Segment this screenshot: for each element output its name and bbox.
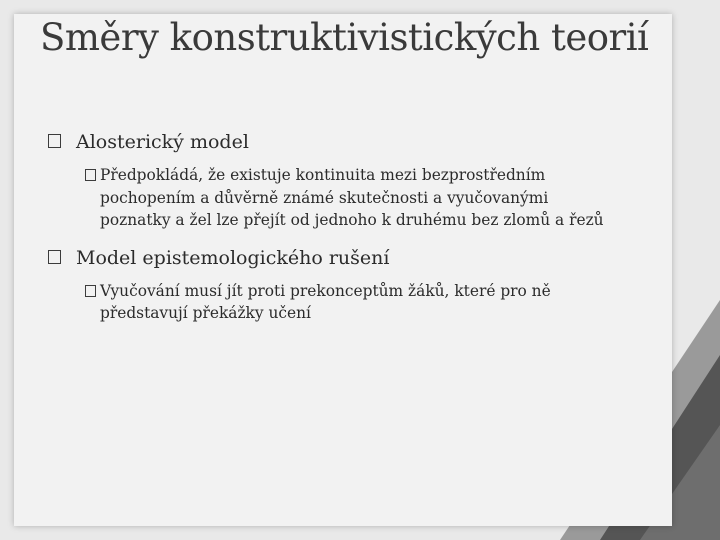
- sub-bullet-list: [48, 280, 618, 325]
- sub-bullet-text: Vyučování musí jít proti prekonceptům žáků, které pro ně představují překážky učení: [100, 281, 551, 322]
- bullet-text: Model epistemologického rušení: [76, 246, 390, 269]
- bullet-item-alosteric-model: [48, 130, 618, 232]
- slide-title: Směry konstruktivistických teorií: [40, 16, 649, 59]
- bullet-item-epistemological-model: [48, 246, 618, 325]
- sub-bullet-item: [48, 164, 618, 232]
- sub-bullet-item: [48, 280, 618, 325]
- square-bullet-icon: [48, 250, 61, 264]
- square-bullet-icon: [85, 169, 96, 181]
- sub-bullet-text: Předpokládá, že existuje kontinuita mezi bezprostředním pochopením a důvěrně známé skutečnosti a vyučovanými poznatky a žel lze přejít od jednoho k druhému bez zlomů a řezů: [100, 166, 604, 229]
- sub-bullet-list: [48, 164, 618, 232]
- bullet-text: Alosterický model: [76, 131, 249, 153]
- square-bullet-icon: [85, 285, 96, 297]
- square-bullet-icon: [48, 134, 61, 148]
- bullet-list: [48, 130, 618, 339]
